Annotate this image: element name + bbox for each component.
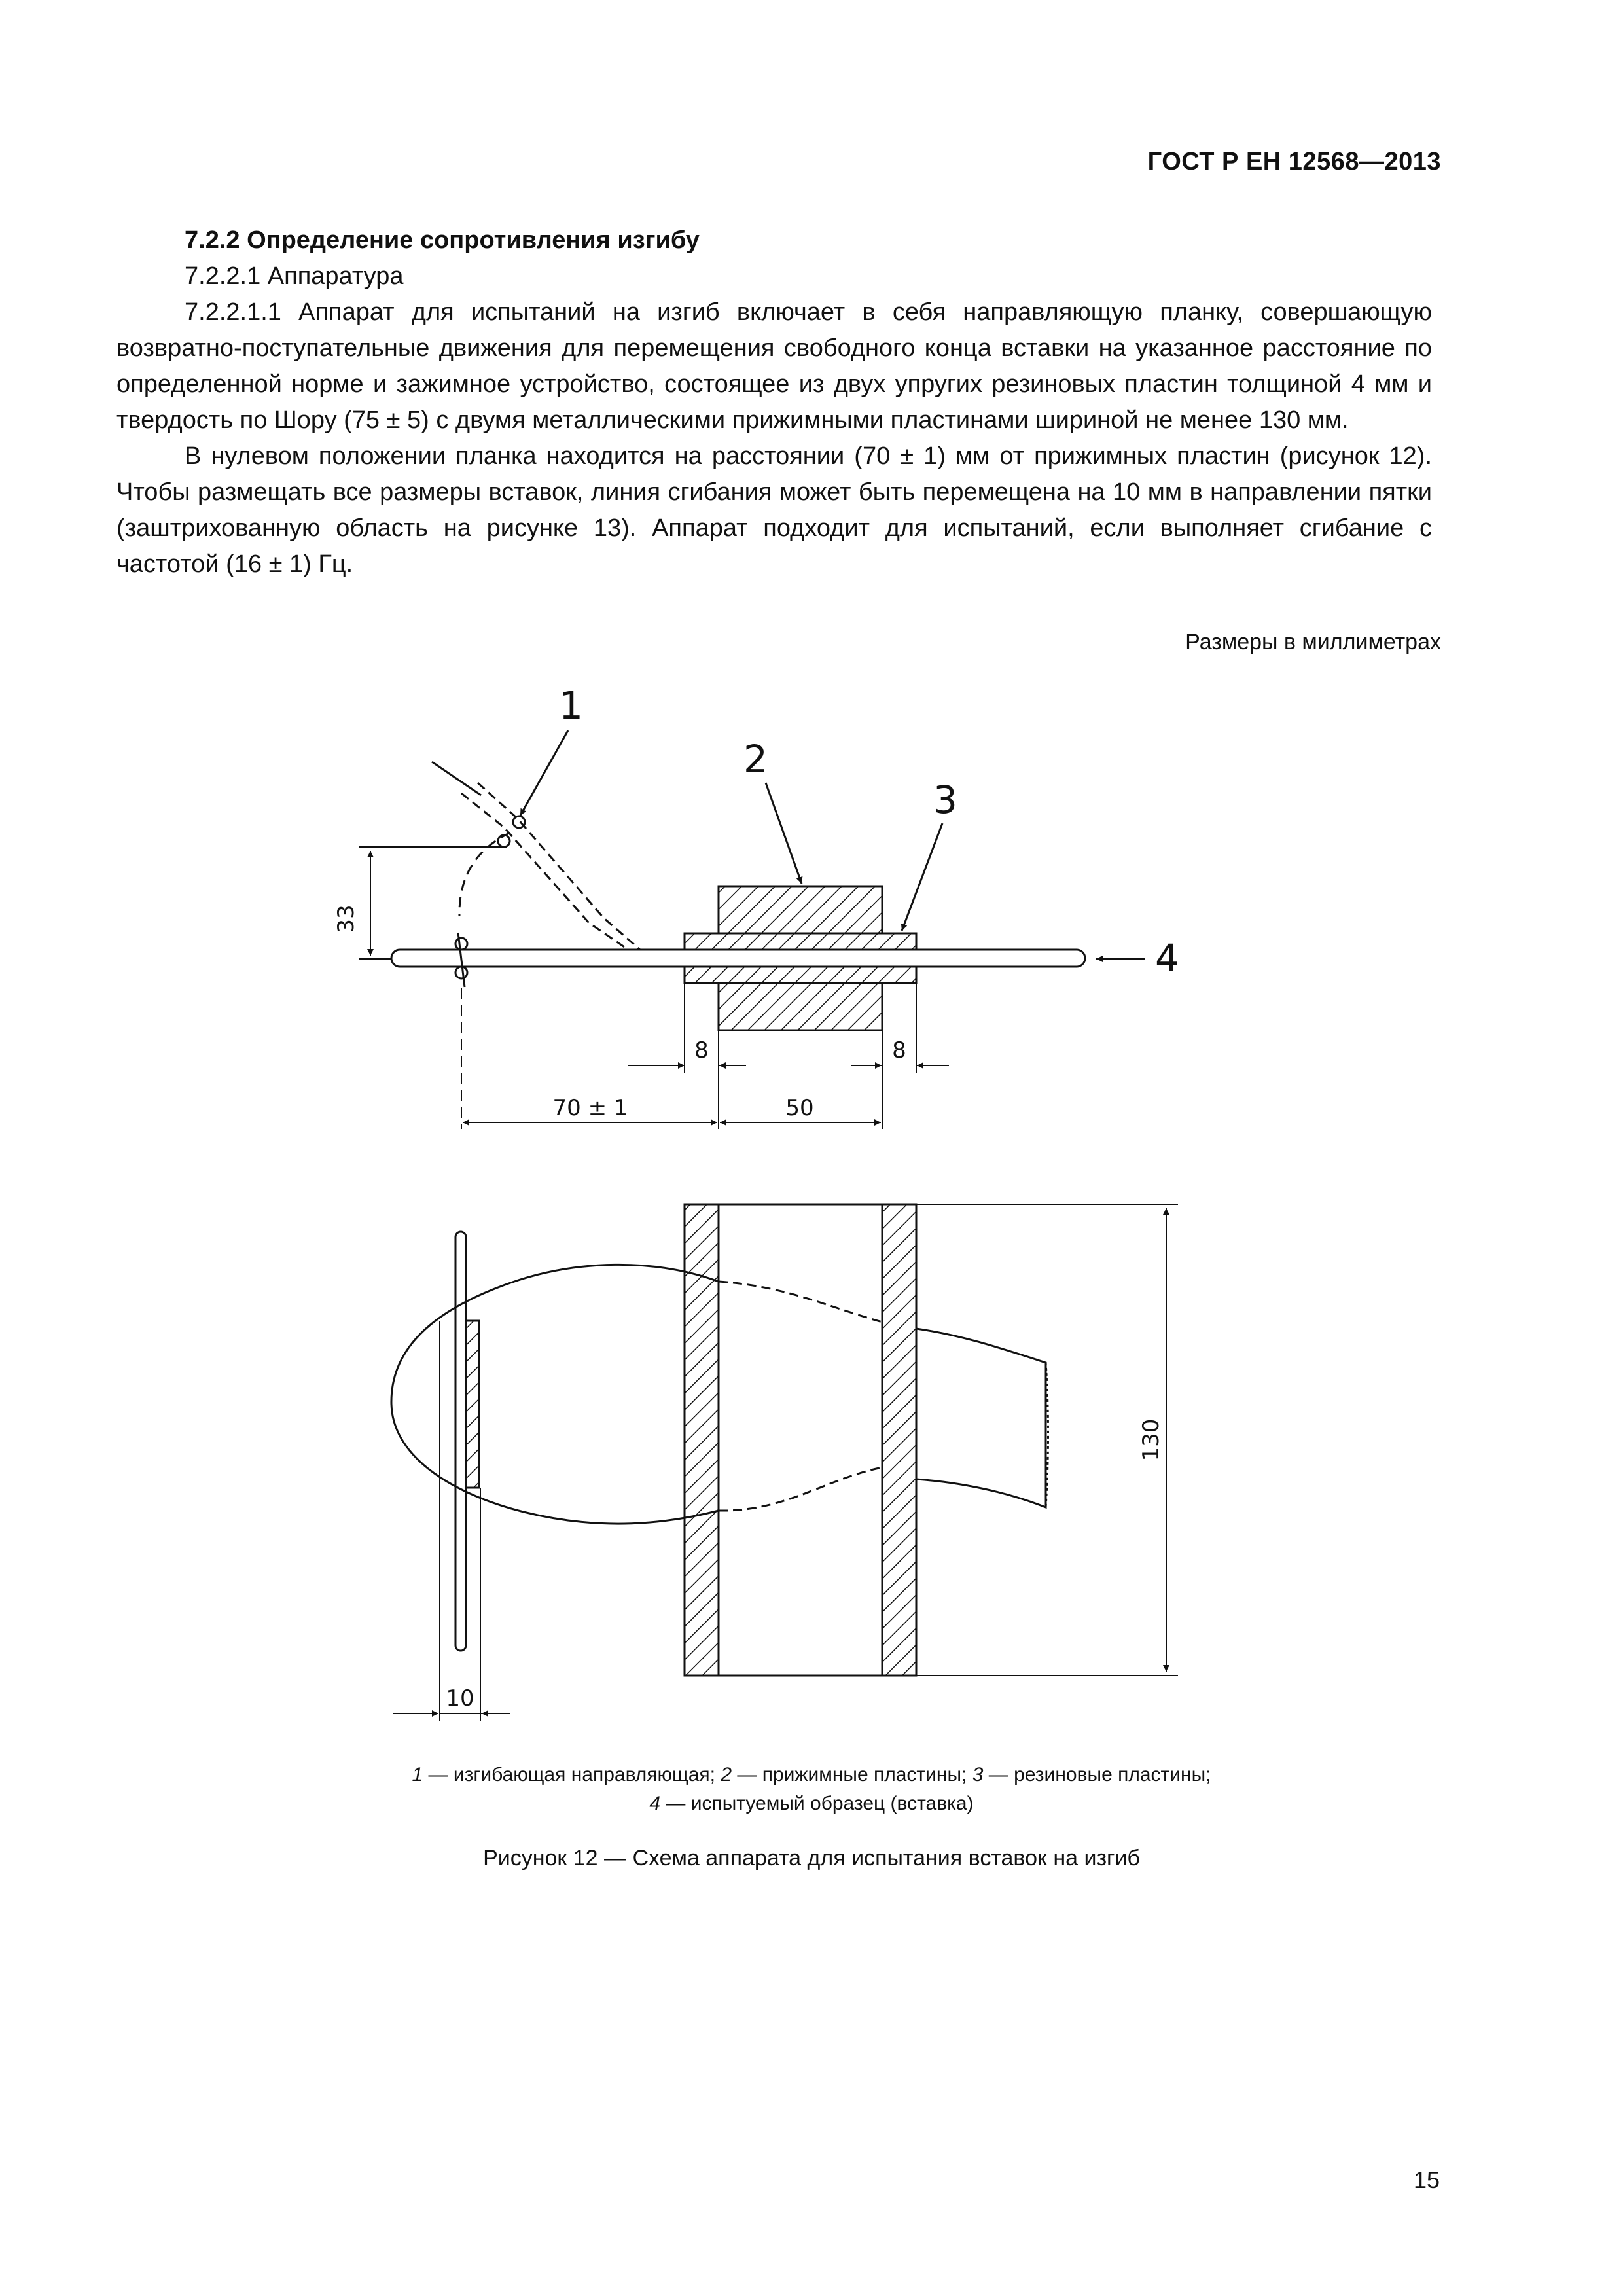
dim-130: 130 [1138,1418,1164,1462]
plate-plan-left [685,1204,719,1676]
section-body [116,223,1432,583]
legend-text-3: — резиновые пластины; [983,1764,1211,1785]
callout-3: 3 [933,778,957,822]
plate-plan-right [882,1204,916,1676]
dim-50: 50 [785,1095,814,1121]
legend-num-2: 2 [721,1764,732,1785]
dim-8-right: 8 [892,1037,906,1064]
specimen-rod [391,950,1085,967]
bending-guide-dashed [461,793,628,950]
dim-33: 33 [333,905,359,933]
guide-bar-plan [455,1232,466,1651]
figure-caption: Рисунок 12 — Схема аппарата для испытания вставок на изгиб [483,1846,1140,1871]
paragraph-apparatus: 7.2.2.1.1 Аппарат для испытаний на изгиб включает в себя направляющую планку, совершающую возвратно-поступательные движения для перемещения свободного конца вставки на указанное расстояние по определенной норме и зажимное устройство, состоящее из двух упругих резиновых пластин толщиной 4 мм и твердость по Шору (75 ± 5) с двумя металлическими прижимными пластинами шириной не менее 130 мм. [116,298,1432,434]
legend-num-3: 3 [972,1764,984,1785]
figure-legend [0,1761,1623,1818]
page-number: 15 [1413,2166,1440,2193]
figure-12-diagram [0,661,1623,1761]
clamp-plate-top [719,886,882,933]
rubber-plate-bottom [685,967,916,983]
clamp-plate-bottom [719,983,882,1030]
paragraph-zero-position: В нулевом положении планка находится на расстоянии (70 ± 1) мм от прижимных пластин (рисунок 12). Чтобы размещать все размеры вставок, линия сгибания может быть перемещена на 10 мм в направлении пятки (заштрихованную область на рисунке 13). Аппарат подходит для испытаний, если выполняет сгибание с частотой (16 ± 1) Гц. [116,442,1432,578]
subsection-title: 7.2.2.1 Аппаратура [185,262,404,290]
section-title: 7.2.2 Определение сопротивления изгибу [185,226,700,254]
document-code: ГОСТ Р ЕН 12568—2013 [1147,148,1441,175]
legend-text-4: — испытуемый образец (вставка) [660,1793,974,1814]
legend-num-1: 1 [412,1764,423,1785]
legend-num-4: 4 [649,1793,661,1814]
units-note: Размеры в миллиметрах [1185,630,1441,655]
dim-10: 10 [446,1685,474,1712]
legend-text-2: — прижимные пластины; [732,1764,972,1785]
callout-2: 2 [743,737,768,781]
callout-1: 1 [559,683,583,728]
dim-70: 70 ± 1 [552,1095,628,1121]
dim-8-left: 8 [694,1037,709,1064]
rubber-plate-top [685,933,916,950]
callout-4: 4 [1155,936,1179,980]
legend-text-1: — изгибающая направляющая; [423,1764,721,1785]
hatched-zone [466,1321,479,1488]
